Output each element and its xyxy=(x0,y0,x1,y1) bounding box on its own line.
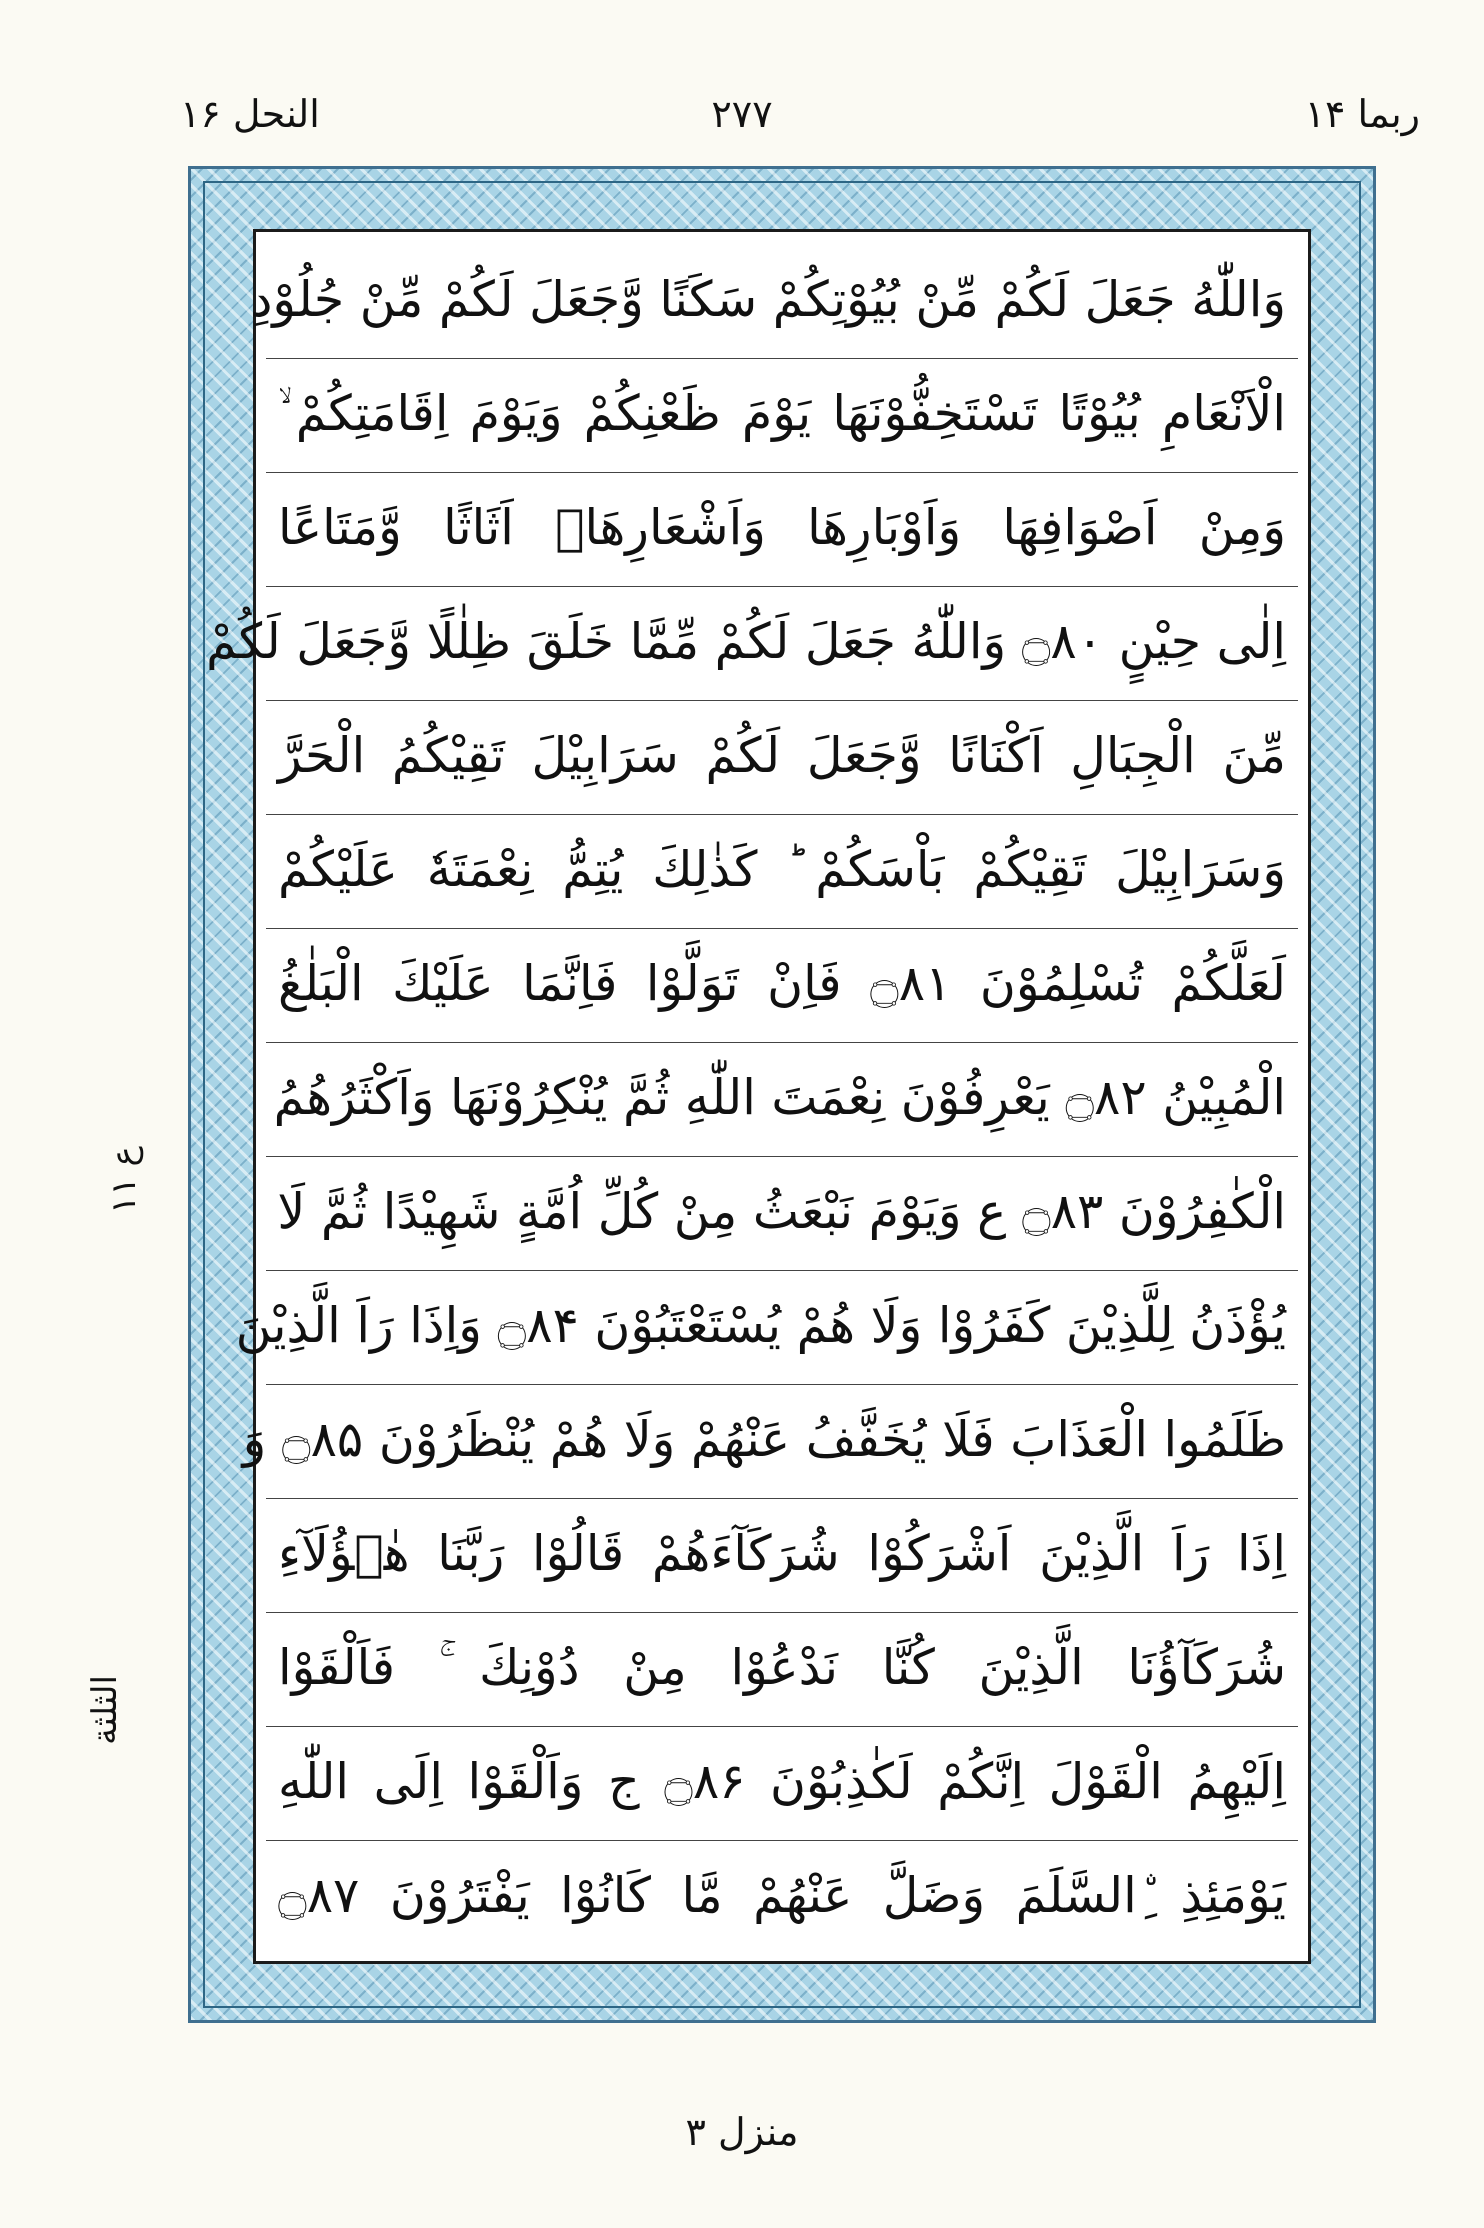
line-rule xyxy=(266,1498,1298,1499)
line-rule xyxy=(266,472,1298,473)
text-line-11: ظَلَمُوا الْعَذَابَ فَلَا يُخَفَّفُ عَنْهُمْ وَلَا هُمْ يُنْظَرُوْنَ ۝۸۵ وَ xyxy=(242,1411,1286,1468)
text-line-1: وَاللّٰهُ جَعَلَ لَكُمْ مِّنْ بُيُوْتِكُمْ سَكَنًا وَّجَعَلَ لَكُمْ مِّنْ جُلُوْدِ xyxy=(250,271,1286,328)
line-rule xyxy=(266,1042,1298,1043)
juz-label: ربما ۱۴ xyxy=(1304,92,1420,136)
text-line-8: الْمُبِيْنُ ۝۸۲ يَعْرِفُوْنَ نِعْمَتَ اللّٰهِ ثُمَّ يُنْكِرُوْنَهَا وَاَكْثَرُهُمُ xyxy=(273,1069,1286,1126)
ruku-margin-note: ع ۱۱ xyxy=(103,1146,144,1214)
line-rule xyxy=(266,586,1298,587)
line-rule xyxy=(266,1840,1298,1841)
page-header xyxy=(0,92,1484,152)
line-rule xyxy=(266,1726,1298,1727)
line-rule xyxy=(266,1384,1298,1385)
surah-label: النحل ۱۶ xyxy=(180,92,320,136)
line-rule xyxy=(266,700,1298,701)
decorative-border-frame xyxy=(188,166,1376,2023)
text-line-9: الْكٰفِرُوْنَ ۝۸۳ ع وَيَوْمَ نَبْعَثُ مِنْ كُلِّ اُمَّةٍ شَهِيْدًا ثُمَّ لَا xyxy=(277,1183,1286,1240)
manzil-footer: منزل ۳ xyxy=(685,2110,799,2154)
text-line-3: وَمِنْ اَصْوَافِهَا وَاَوْبَارِهَا وَاَشْعَارِهَاۤ اَثَاثًا وَّمَتَاعًا xyxy=(278,499,1286,556)
text-line-6: وَسَرَابِيْلَ تَقِيْكُمْ بَاْسَكُمْ ؕ كَذٰلِكَ يُتِمُّ نِعْمَتَهٗ عَلَيْكُمْ xyxy=(278,841,1286,898)
text-line-2: الْاَنْعَامِ بُيُوْتًا تَسْتَخِفُّوْنَهَا يَوْمَ ظَعْنِكُمْ وَيَوْمَ اِقَامَتِكُمْ ۙ xyxy=(278,385,1286,442)
text-line-5: مِّنَ الْجِبَالِ اَكْنَانًا وَّجَعَلَ لَكُمْ سَرَابِيْلَ تَقِيْكُمُ الْحَرَّ xyxy=(278,727,1286,784)
text-line-15: يَوْمَئِذِ ِۨالسَّلَمَ وَضَلَّ عَنْهُمْ مَّا كَانُوْا يَفْتَرُوْنَ ۝۸۷ xyxy=(278,1867,1286,1924)
text-line-4: اِلٰى حِيْنٍ ۝۸۰ وَاللّٰهُ جَعَلَ لَكُمْ مِّمَّا خَلَقَ ظِلٰلًا وَّجَعَلَ لَكُمْ xyxy=(206,613,1286,670)
text-line-12: اِذَا رَاَ الَّذِيْنَ اَشْرَكُوْا شُرَكَآءَهُمْ قَالُوْا رَبَّنَا هٰۤؤُلَآءِ xyxy=(278,1525,1286,1582)
page-number: ۲۷۷ xyxy=(711,92,773,136)
text-panel xyxy=(206,229,1311,1964)
text-line-7: لَعَلَّكُمْ تُسْلِمُوْنَ ۝۸۱ فَاِنْ تَوَلَّوْا فَاِنَّمَا عَلَيْكَ الْبَلٰغُ xyxy=(278,955,1286,1012)
line-rule xyxy=(266,358,1298,359)
line-rule xyxy=(266,1156,1298,1157)
line-rule xyxy=(266,1270,1298,1271)
line-rule xyxy=(266,1612,1298,1613)
text-line-13: شُرَكَآؤُنَا الَّذِيْنَ كُنَّا نَدْعُوْا مِنْ دُوْنِكَ ۚ فَاَلْقَوْا xyxy=(278,1639,1286,1696)
line-rule xyxy=(266,814,1298,815)
text-line-14: اِلَيْهِمُ الْقَوْلَ اِنَّكُمْ لَكٰذِبُوْنَ ۝۸۶ ج وَاَلْقَوْا اِلَى اللّٰهِ xyxy=(278,1753,1286,1810)
line-rule xyxy=(266,928,1298,929)
text-line-10: يُؤْذَنُ لِلَّذِيْنَ كَفَرُوْا وَلَا هُمْ يُسْتَعْتَبُوْنَ ۝۸۴ وَاِذَا رَاَ الَّذِيْنَ xyxy=(235,1297,1286,1354)
thuluth-margin-note: الثلثة xyxy=(84,1675,125,1745)
